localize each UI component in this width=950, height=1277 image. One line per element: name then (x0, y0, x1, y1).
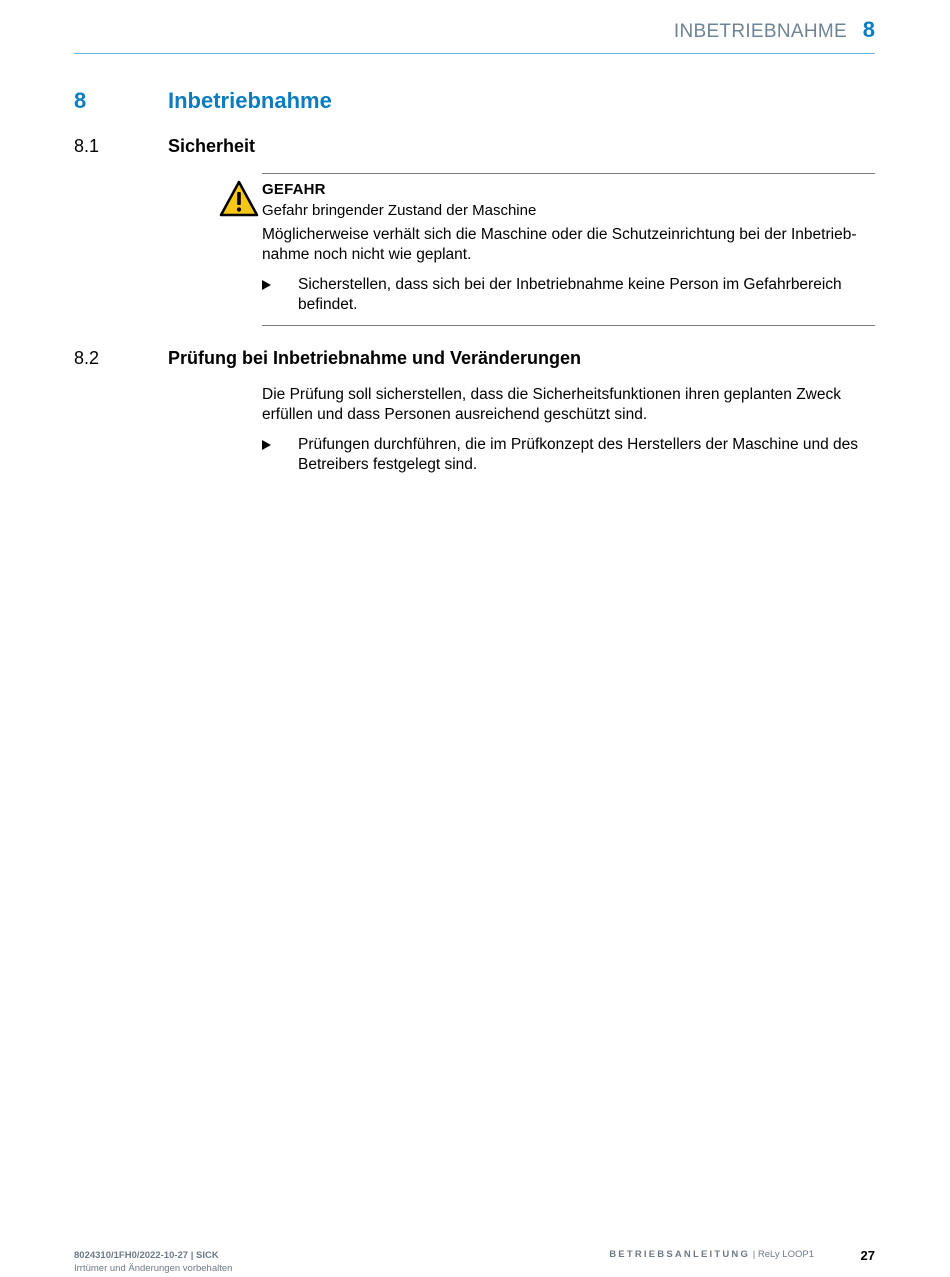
header-section-title: INBETRIEBNAHME (673, 21, 847, 42)
header-section-number: 8 (862, 17, 875, 42)
footer-doc-info (74, 1249, 232, 1275)
footer-doc-type: BETRIEBSANLEITUNG (609, 1249, 751, 1260)
warning-action-text: Sicherstellen, dass sich bei der Inbetriebnahme keine Person im Gefahrbereich befindet. (298, 276, 842, 313)
bullet-arrow-icon (262, 280, 271, 290)
section-number-8-2: 8.2 (74, 348, 100, 368)
bullet-arrow-icon (262, 440, 271, 450)
footer-doc-id: 8024310/1FH0/2022-10-27 | SICK (74, 1250, 219, 1261)
section-8-2-paragraph: Die Prüfung soll sicherstellen, dass die Sicherheitsfunktionen ihren geplanten Zweck erfüllen und dass Personen ausreichend geschützt sind. (262, 386, 841, 423)
chapter-title: Inbetriebnahme (168, 88, 332, 113)
section-8-2-action-text: Prüfungen durchführen, die im Prüfkonzept des Herstellers der Maschine und des Betreibers festgelegt sind. (298, 436, 859, 473)
warning-subtitle: Gefahr bringender Zustand der Maschine (262, 202, 537, 219)
chapter-number: 8 (74, 88, 87, 113)
page-header (74, 14, 875, 54)
section-title-8-1: Sicherheit (168, 136, 256, 156)
warning-triangle-icon (219, 180, 259, 217)
footer-doc-title (609, 1249, 814, 1260)
danger-warning-box (262, 173, 875, 326)
footer-product: | ReLy LOOP1 (750, 1249, 814, 1260)
footer-disclaimer: Irrtümer und Änderungen vorbehalten (74, 1263, 233, 1274)
section-number-8-1: 8.1 (74, 136, 100, 156)
warning-signal-word: GEFAHR (262, 181, 326, 198)
section-title-8-2: Prüfung bei Inbetriebnahme und Veränderungen (168, 348, 582, 368)
page-number: 27 (860, 1248, 875, 1263)
warning-body-text: Möglicherweise verhält sich die Maschine oder die Schutzeinrichtung bei der Inbetrieb-nahme noch nicht wie geplant. (262, 226, 857, 263)
